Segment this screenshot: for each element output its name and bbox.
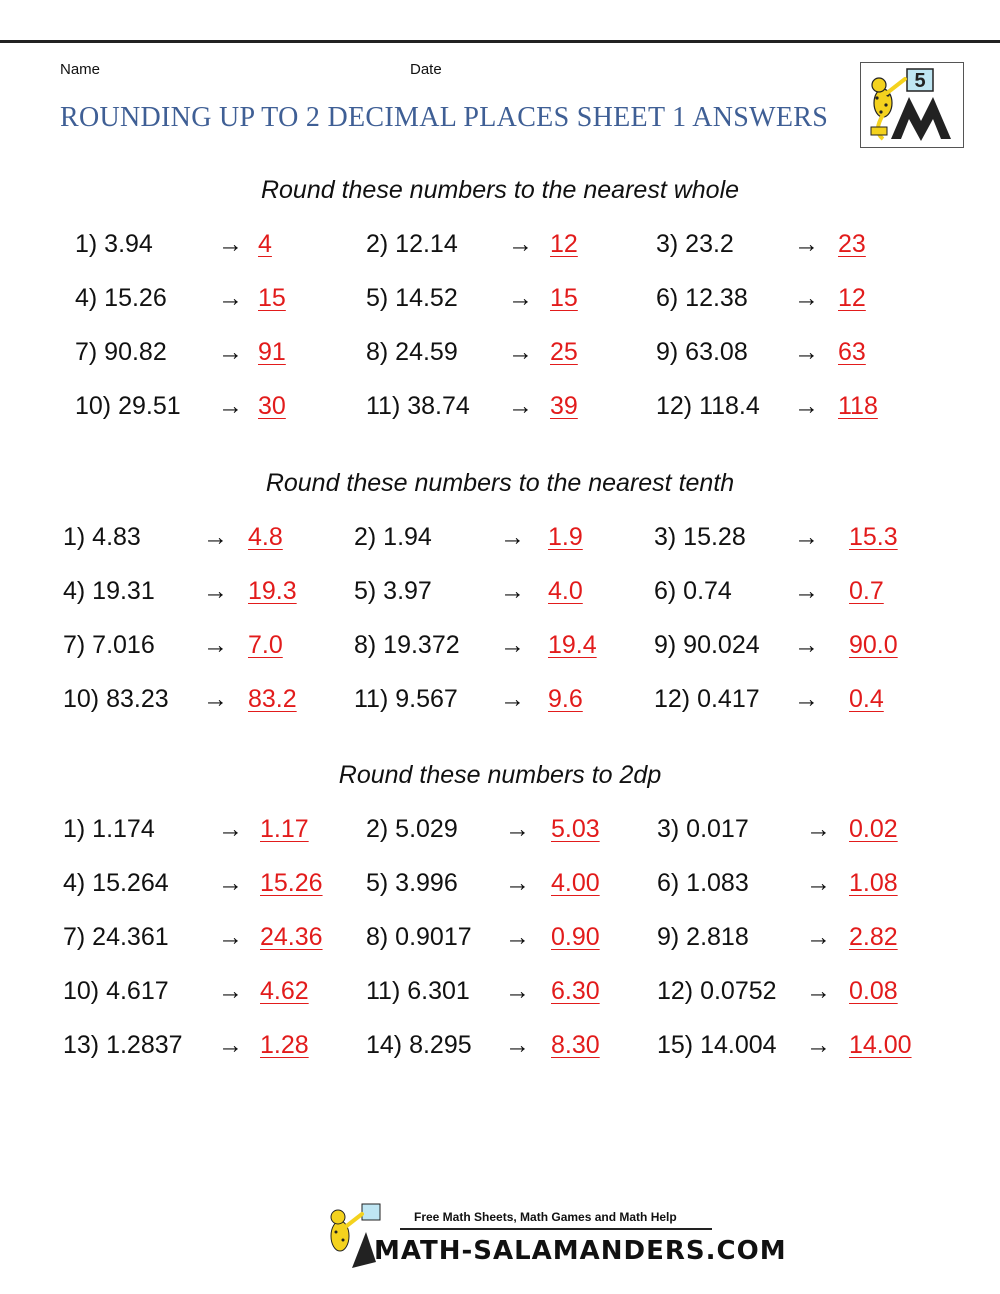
question: 10) 83.23 (63, 685, 169, 713)
question: 11) 6.301 (366, 977, 470, 1005)
question: 6) 12.38 (656, 284, 748, 312)
answer: 12 (838, 284, 866, 312)
answer: 0.4 (849, 685, 884, 713)
answer: 15.3 (849, 523, 898, 551)
right-arrow-icon: → (806, 977, 831, 1005)
right-arrow-icon: → (794, 631, 819, 659)
right-arrow-icon: → (203, 685, 228, 713)
question: 3) 23.2 (656, 230, 734, 258)
answer: 4 (258, 230, 272, 258)
answer: 30 (258, 392, 286, 420)
right-arrow-icon: → (218, 815, 243, 843)
question: 9) 90.024 (654, 631, 760, 659)
question: 8) 19.372 (354, 631, 460, 659)
page-title: ROUNDING UP TO 2 DECIMAL PLACES SHEET 1 ANSWERS (60, 102, 829, 133)
right-arrow-icon: → (505, 977, 530, 1005)
right-arrow-icon: → (505, 869, 530, 897)
question: 4) 15.26 (75, 284, 167, 312)
question: 2) 5.029 (366, 815, 458, 843)
question: 9) 63.08 (656, 338, 748, 366)
question: 3) 0.017 (657, 815, 749, 843)
footer-rule (400, 1228, 712, 1230)
answer: 83.2 (248, 685, 297, 713)
question: 10) 29.51 (75, 392, 181, 420)
right-arrow-icon: → (218, 977, 243, 1005)
answer: 63 (838, 338, 866, 366)
answer: 0.02 (849, 815, 898, 843)
right-arrow-icon: → (218, 338, 243, 366)
right-arrow-icon: → (218, 230, 243, 258)
question: 12) 118.4 (656, 392, 760, 420)
right-arrow-icon: → (794, 284, 819, 312)
name-label: Name (60, 61, 101, 78)
question: 7) 90.82 (75, 338, 167, 366)
top-rule (0, 40, 1000, 43)
answer: 19.3 (248, 577, 297, 605)
right-arrow-icon: → (218, 869, 243, 897)
answer: 6.30 (551, 977, 600, 1005)
answer: 15.26 (260, 869, 323, 897)
answer: 23 (838, 230, 866, 258)
answer: 15 (258, 284, 286, 312)
right-arrow-icon: → (505, 923, 530, 951)
answer: 1.17 (260, 815, 309, 843)
right-arrow-icon: → (508, 392, 533, 420)
right-arrow-icon: → (218, 392, 243, 420)
salamander-logo-icon (860, 62, 964, 148)
question: 12) 0.417 (654, 685, 760, 713)
answer: 2.82 (849, 923, 898, 951)
right-arrow-icon: → (500, 631, 525, 659)
right-arrow-icon: → (794, 392, 819, 420)
right-arrow-icon: → (203, 577, 228, 605)
answer: 1.28 (260, 1031, 309, 1059)
section-title: Round these numbers to the nearest tenth (265, 469, 735, 497)
answer: 0.7 (849, 577, 884, 605)
right-arrow-icon: → (508, 284, 533, 312)
section-title: Round these numbers to 2dp (338, 761, 662, 789)
answer: 15 (550, 284, 578, 312)
right-arrow-icon: → (794, 685, 819, 713)
question: 1) 3.94 (75, 230, 153, 258)
footer-tagline: Free Math Sheets, Math Games and Math Help (414, 1210, 677, 1224)
answer: 1.08 (849, 869, 898, 897)
right-arrow-icon: → (794, 338, 819, 366)
question: 1) 4.83 (63, 523, 141, 551)
right-arrow-icon: → (806, 923, 831, 951)
right-arrow-icon: → (794, 230, 819, 258)
answer: 14.00 (849, 1031, 912, 1059)
answer: 4.62 (260, 977, 309, 1005)
right-arrow-icon: → (806, 815, 831, 843)
answer: 91 (258, 338, 286, 366)
right-arrow-icon: → (508, 230, 533, 258)
answer: 0.90 (551, 923, 600, 951)
answer: 4.8 (248, 523, 283, 551)
right-arrow-icon: → (218, 923, 243, 951)
question: 13) 1.2837 (63, 1031, 183, 1059)
answer: 9.6 (548, 685, 583, 713)
question: 11) 38.74 (366, 392, 470, 420)
logo-grade: 5 (914, 70, 926, 92)
question: 15) 14.004 (657, 1031, 777, 1059)
question: 7) 24.361 (63, 923, 169, 951)
question: 5) 3.97 (354, 577, 432, 605)
right-arrow-icon: → (500, 577, 525, 605)
answer: 4.00 (551, 869, 600, 897)
right-arrow-icon: → (218, 284, 243, 312)
footer (322, 1202, 787, 1272)
answer: 90.0 (849, 631, 898, 659)
question: 2) 1.94 (354, 523, 432, 551)
answer: 19.4 (548, 631, 597, 659)
question: 10) 4.617 (63, 977, 169, 1005)
right-arrow-icon: → (508, 338, 533, 366)
salamander-logo-icon (322, 1202, 382, 1272)
answer: 7.0 (248, 631, 283, 659)
question: 6) 0.74 (654, 577, 732, 605)
question: 8) 0.9017 (366, 923, 472, 951)
answer: 39 (550, 392, 578, 420)
date-label: Date (410, 61, 442, 78)
right-arrow-icon: → (500, 523, 525, 551)
right-arrow-icon: → (203, 523, 228, 551)
right-arrow-icon: → (794, 577, 819, 605)
question: 7) 7.016 (63, 631, 155, 659)
question: 9) 2.818 (657, 923, 749, 951)
answer: 0.08 (849, 977, 898, 1005)
question: 2) 12.14 (366, 230, 458, 258)
answer: 12 (550, 230, 578, 258)
answer: 4.0 (548, 577, 583, 605)
footer-brand[interactable]: MATH-SALAMANDERS.COM (374, 1236, 787, 1266)
question: 14) 8.295 (366, 1031, 472, 1059)
answer: 5.03 (551, 815, 600, 843)
answer: 8.30 (551, 1031, 600, 1059)
question: 4) 19.31 (63, 577, 155, 605)
question: 1) 1.174 (63, 815, 155, 843)
question: 8) 24.59 (366, 338, 458, 366)
question: 3) 15.28 (654, 523, 746, 551)
right-arrow-icon: → (505, 815, 530, 843)
section-title: Round these numbers to the nearest whole (260, 176, 740, 204)
answer: 1.9 (548, 523, 583, 551)
question: 5) 14.52 (366, 284, 458, 312)
question: 6) 1.083 (657, 869, 749, 897)
right-arrow-icon: → (218, 1031, 243, 1059)
answer: 25 (550, 338, 578, 366)
right-arrow-icon: → (806, 1031, 831, 1059)
question: 4) 15.264 (63, 869, 169, 897)
right-arrow-icon: → (500, 685, 525, 713)
question: 5) 3.996 (366, 869, 458, 897)
right-arrow-icon: → (794, 523, 819, 551)
right-arrow-icon: → (203, 631, 228, 659)
right-arrow-icon: → (806, 869, 831, 897)
question: 12) 0.0752 (657, 977, 777, 1005)
answer: 118 (838, 392, 878, 420)
right-arrow-icon: → (505, 1031, 530, 1059)
answer: 24.36 (260, 923, 323, 951)
question: 11) 9.567 (354, 685, 458, 713)
